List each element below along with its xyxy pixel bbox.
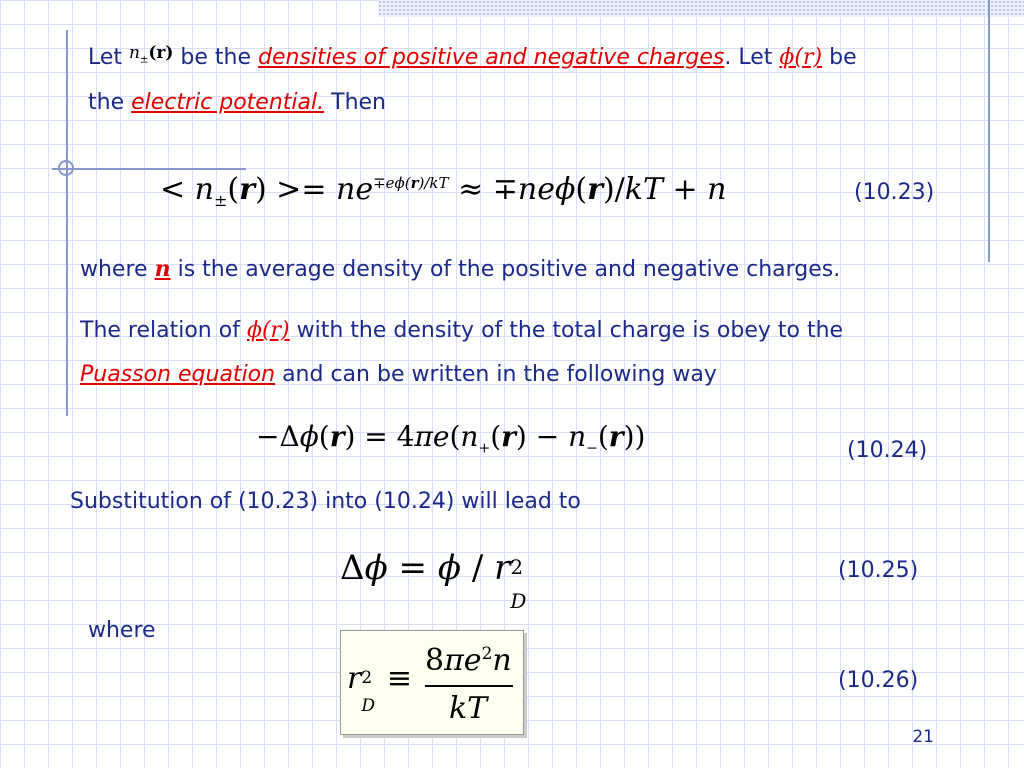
left-vertical-rule	[66, 30, 68, 416]
equation-number-10-25: (10.25)	[838, 558, 919, 583]
top-decoration-band	[0, 0, 1024, 17]
equation-10-26-box	[340, 630, 524, 735]
relation-line-2: Puasson equation and can be written in the following way	[80, 362, 717, 387]
n-pm-r-symbol: n±(r)	[129, 43, 174, 66]
equation-number-10-26: (10.26)	[838, 668, 919, 693]
fraction-denominator: kT	[449, 691, 488, 726]
equation-10-25: Δϕ = ϕ / r 2 D	[340, 548, 527, 613]
equation-number-10-23: (10.23)	[854, 180, 935, 205]
electric-potential-phrase: electric potential.	[131, 90, 325, 115]
equation-10-26: r 2 D ≡	[347, 661, 413, 716]
equation-10-24: $-\Delta\phi(r) = 4\pi e(n_+(r) - n_-(r))$	[256, 420, 646, 457]
fraction-numerator: $8\pi e^2n$	[425, 643, 512, 678]
equation-number-10-24: (10.24)	[847, 438, 928, 463]
phi-r-symbol-2: ϕ(r)	[246, 318, 290, 343]
rule-circle-ornament	[58, 160, 74, 176]
puasson-equation-phrase: Puasson equation	[80, 362, 276, 387]
phi-r-symbol: ϕ(r)	[779, 45, 823, 70]
densities-phrase: densities of positive and negative charges	[258, 45, 725, 70]
intro-line-2: the electric potential. Then	[88, 90, 386, 115]
intro-line-1: Let $^{n_\pm(r)}$ be the densities of positive and negative charges. Let ϕ(r) be	[88, 43, 857, 70]
right-vertical-rule	[988, 0, 990, 262]
where-line: where	[88, 618, 156, 643]
equation-10-23: < $n_\pm(r) >= ne^{\mp e\phi(r)/kT} \approx \mp ne\phi(r)/kT + n$	[160, 172, 727, 210]
substitution-line: Substitution of (10.23) into (10.24) will lead to	[70, 489, 581, 514]
page-number: 21	[912, 727, 934, 747]
n-symbol: n	[154, 256, 171, 282]
fraction-bar	[425, 685, 513, 687]
horizontal-rule	[52, 168, 246, 170]
relation-line-1: The relation of ϕ(r) with the density of the total charge is obey to the	[80, 318, 844, 343]
where-n-line: where n is the average density of the positive and negative charges.	[80, 256, 841, 282]
